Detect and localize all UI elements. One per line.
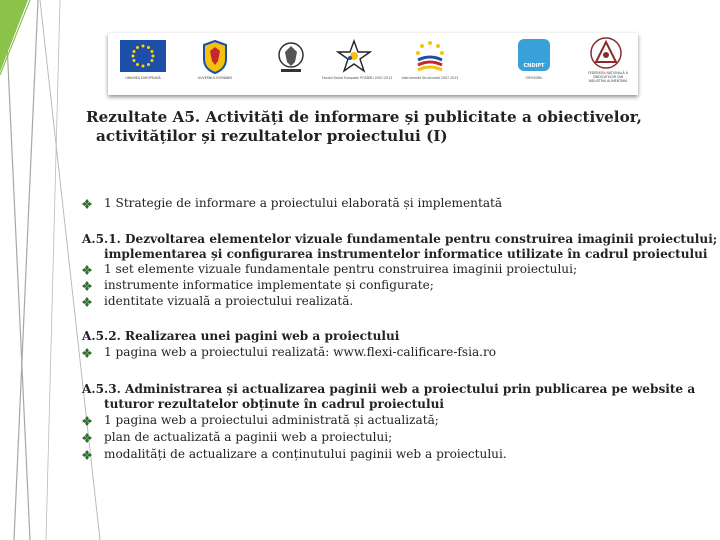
a52-item: 1 pagina web a proiectului realizată: www.flexi-calificare-fsia.ro	[104, 345, 497, 359]
cndipt-caption: OIPOSDRU	[525, 76, 543, 80]
bullet-diamond-icon	[82, 416, 92, 426]
ministry-emblem-icon	[276, 38, 306, 76]
a51-heading-line1: A.5.1. Dezvoltarea elementelor vizuale fundamentale pentru construirea imaginii proiectului;	[82, 232, 718, 246]
a53-heading-line1: A.5.3. Administrarea și actualizarea paginii web a proiectului prin publicarea pe website a	[82, 382, 696, 396]
fse-star-icon	[336, 39, 372, 73]
a51-item: 1 set elemente vizuale fundamentale pentru construirea imaginii proiectului;	[104, 262, 578, 276]
federation-logo-icon	[588, 36, 624, 70]
bullet-diamond-icon	[82, 265, 92, 275]
a51-item: instrumente informatice implementate și configurate;	[104, 278, 434, 292]
federation-caption: FEDERAȚIA NAȚIONALĂ A SINDICATELOR DIN INDUSTRIA ALIMENTARĂ	[588, 71, 628, 83]
cndipt-logo-text: CNDIPT	[523, 63, 545, 69]
a53-item: 1 pagina web a proiectului administrată și actualizată;	[104, 413, 439, 427]
slide-title-line2: activităților și rezultatelor proiectului (I)	[96, 127, 448, 145]
a53-heading-line2: tuturor rezultatelor obținute în cadrul proiectului	[104, 397, 444, 411]
bullet-diamond-icon	[82, 450, 92, 460]
bullet-diamond-icon	[82, 199, 92, 209]
cndipt-logo	[518, 39, 550, 71]
a51-heading-line2: implementarea și configurarea instrumentelor informatice utilizate în cadrul proiectului	[104, 247, 708, 261]
bullet-diamond-icon	[82, 281, 92, 291]
structural-instruments-caption: Instrumente Structurale 2007-2013	[401, 76, 459, 80]
slide-title	[86, 108, 646, 146]
logo-banner	[108, 33, 638, 95]
decorative-lines	[0, 0, 110, 540]
bullet-diamond-icon	[82, 348, 92, 358]
result-strategy: 1 Strategie de informare a proiectului elaborată și implementată	[104, 196, 503, 210]
eu-flag-icon	[120, 40, 166, 72]
fse-caption: Fondul Social European POSDRU 2007-2013	[322, 76, 393, 80]
a53-item: plan de actualizată a paginii web a proiectului;	[104, 430, 393, 444]
bullet-diamond-icon	[82, 297, 92, 307]
slide-title-line1: Rezultate A5. Activități de informare și publicitate a obiectivelor,	[86, 108, 642, 126]
a53-item: modalități de actualizare a conținutului paginii web a proiectului.	[104, 447, 507, 461]
eu-flag-caption: UNIUNEA EUROPEANĂ	[125, 76, 161, 80]
a52-heading: A.5.2. Realizarea unei pagini web a proiectului	[82, 329, 400, 343]
bullet-diamond-icon	[82, 433, 92, 443]
a51-item: identitate vizuală a proiectului realizată.	[104, 294, 354, 308]
romania-coat-of-arms-icon	[200, 39, 230, 75]
romania-caption: GUVERNUL ROMÂNIEI	[197, 76, 233, 80]
structural-instruments-icon	[412, 38, 448, 74]
